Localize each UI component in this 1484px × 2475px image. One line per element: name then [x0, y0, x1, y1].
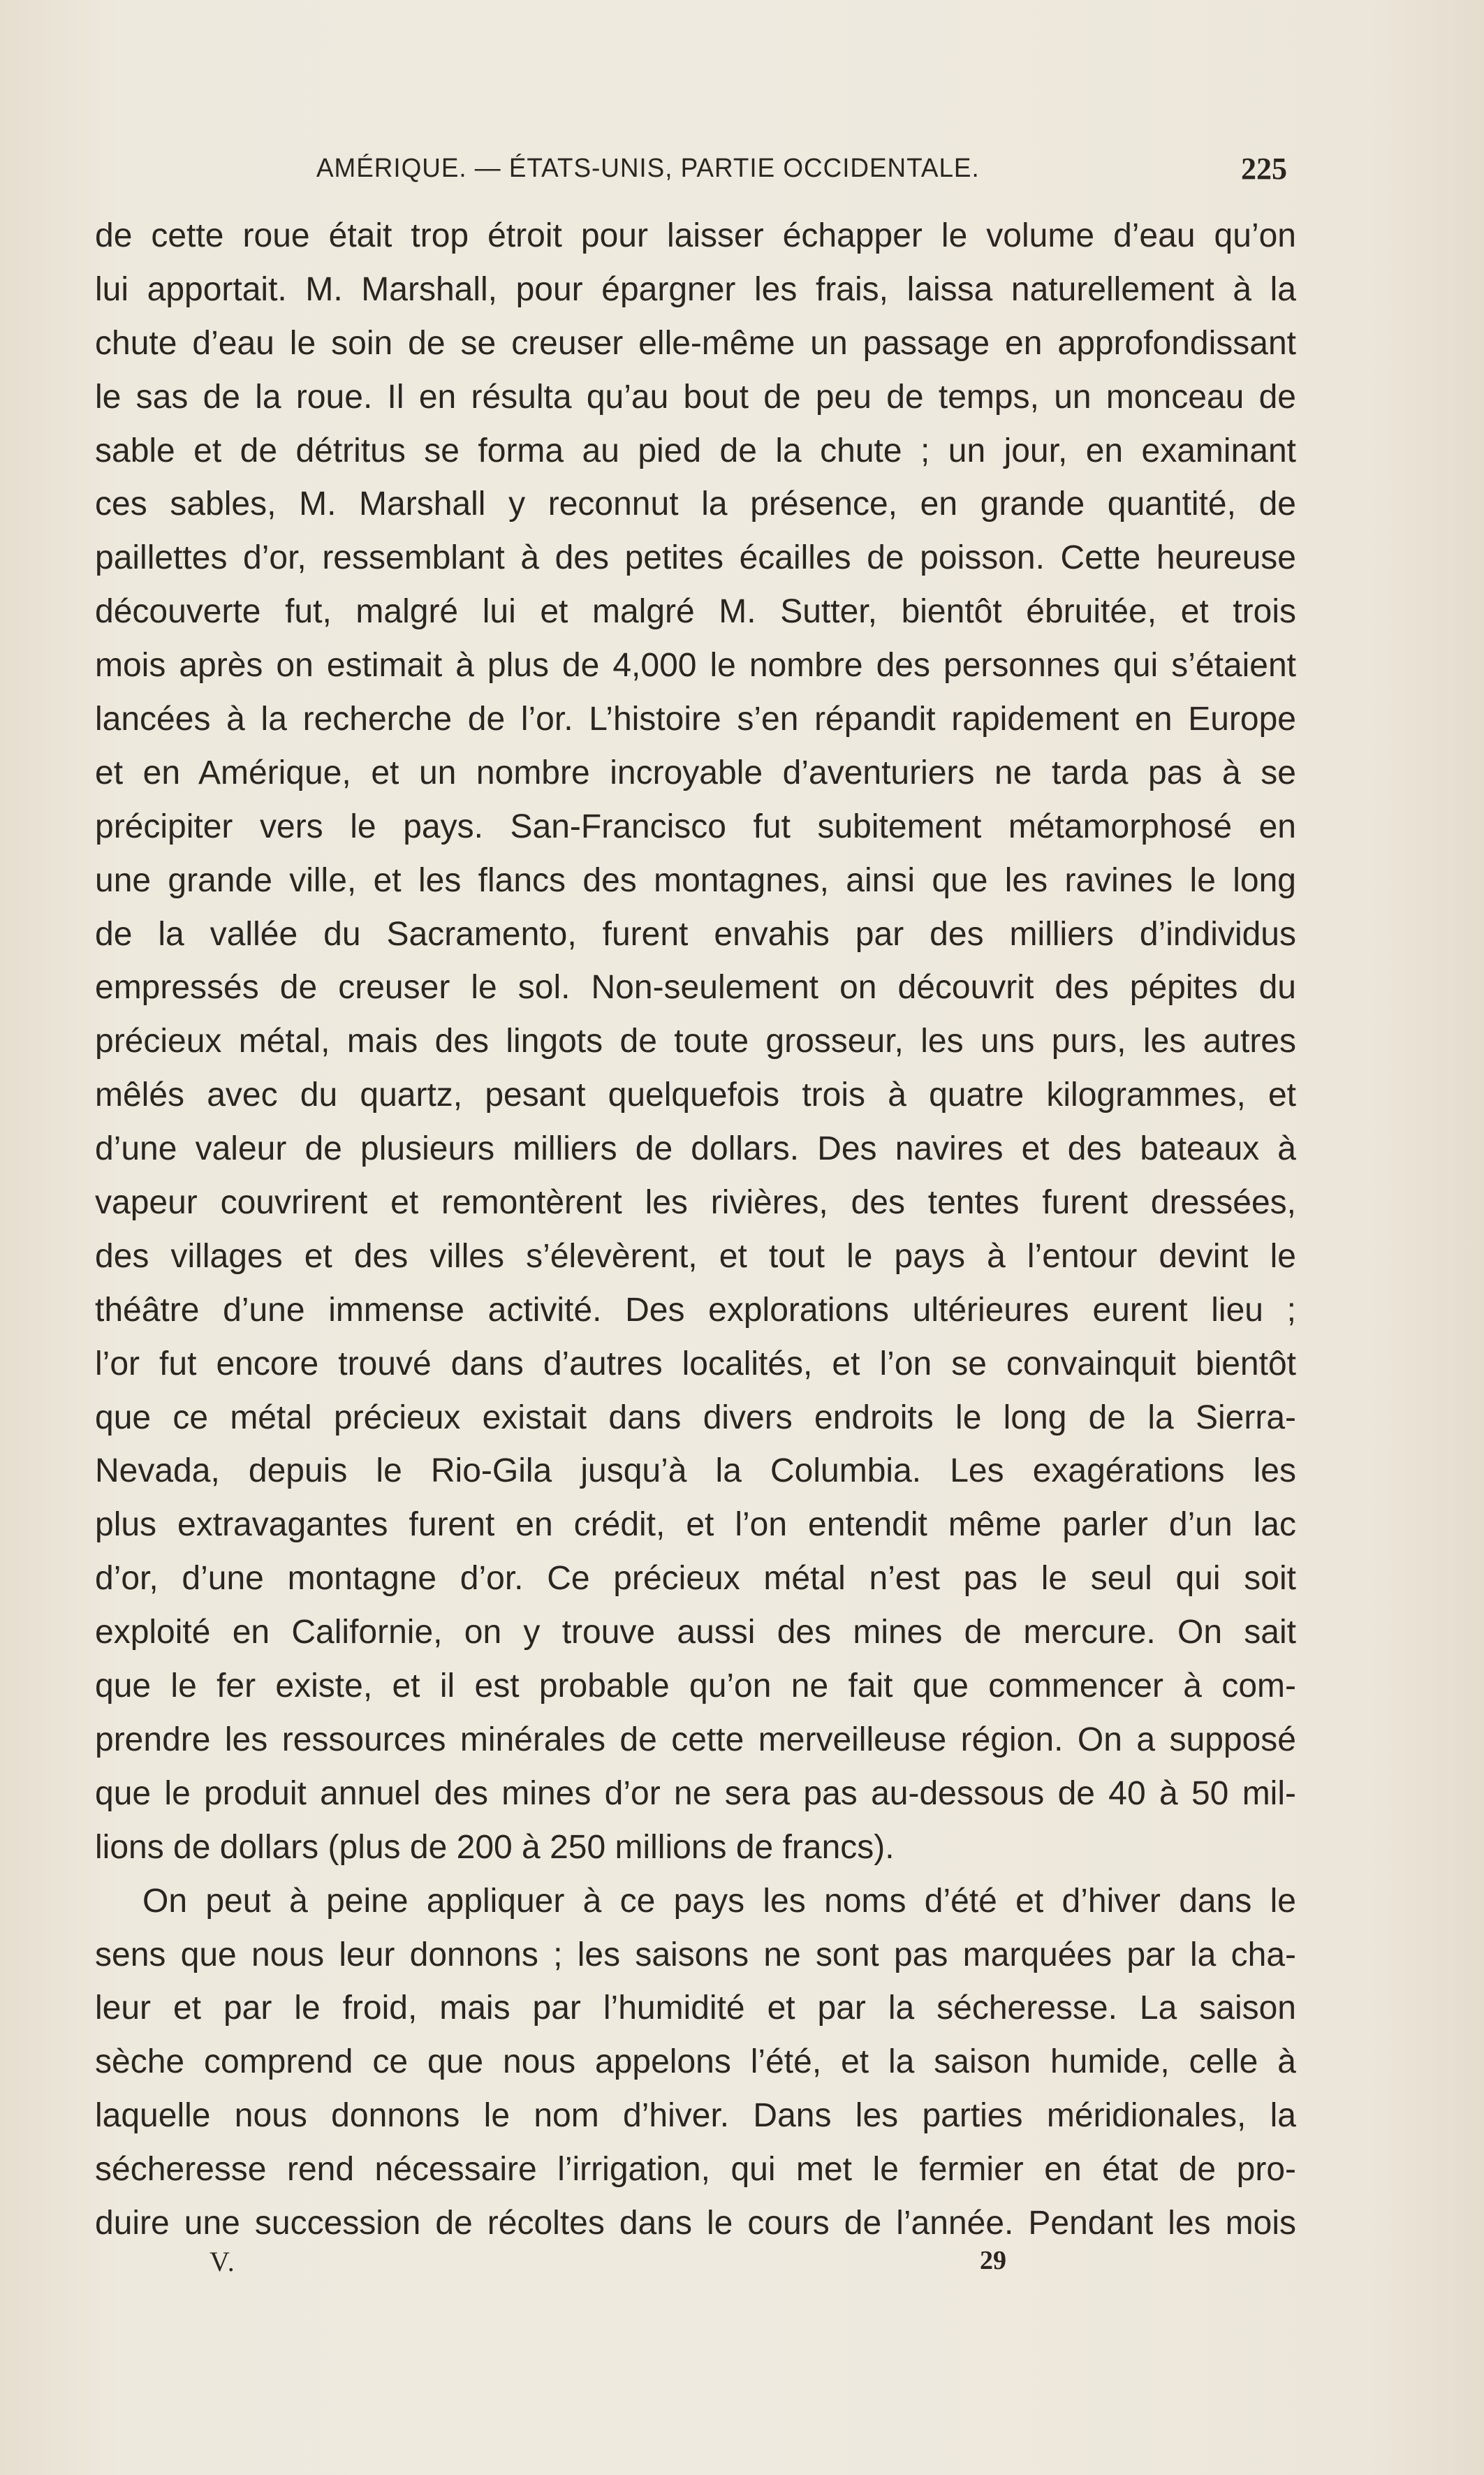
text-line: leur et par le froid, mais par l’humidité et par la sécheresse. La saison [95, 1990, 1296, 2027]
text-line: sèche comprend ce que nous appelons l’été, et la saison humide, celle à [95, 2043, 1296, 2081]
text-line: Nevada, depuis le Rio-Gila jusqu’à la Columbia. Les exagérations les [95, 1452, 1296, 1490]
body-text [95, 210, 1296, 2251]
page-number: 225 [1241, 152, 1287, 186]
text-line: sécheresse rend nécessaire l’irrigation, qui met le fermier en état de pro- [95, 2151, 1296, 2189]
text-line: duire une succession de récoltes dans le cours de l’année. Pendant les mois [95, 2204, 1296, 2242]
text-line: l’or fut encore trouvé dans d’autres localités, et l’on se convainquit bientôt [95, 1345, 1296, 1382]
text-line: mêlés avec du quartz, pesant quelquefois trois à quatre kilogrammes, et [95, 1076, 1296, 1114]
text-line: laquelle nous donnons le nom d’hiver. Dans les parties méridionales, la [95, 2097, 1296, 2135]
text-line: plus extravagantes furent en crédit, et l’on entendit même parler d’un lac [95, 1506, 1296, 1544]
signature-mark: V. [210, 2246, 236, 2277]
text-line: lancées à la recherche de l’or. L’histoire s’en répandit rapidement en Europe [95, 701, 1296, 738]
text-line: théâtre d’une immense activité. Des explorations ultérieures eurent lieu ; [95, 1291, 1296, 1329]
text-line: empressés de creuser le sol. Non-seulement on découvrit des pépites du [95, 969, 1296, 1007]
text-line: lions de dollars (plus de 200 à 250 millions de francs). [95, 1828, 895, 1866]
text-line: précipiter vers le pays. San-Francisco fut subitement métamorphosé en [95, 808, 1296, 845]
text-line: prendre les ressources minérales de cette merveilleuse région. On a supposé [95, 1721, 1296, 1758]
text-line: découverte fut, malgré lui et malgré M. Sutter, bientôt ébruitée, et trois [95, 593, 1296, 631]
page-footer [210, 2245, 1117, 2287]
page-header [316, 154, 1287, 196]
text-line: On peut à peine appliquer à ce pays les noms d’été et d’hiver dans le [142, 1882, 1296, 1920]
text-line: et en Amérique, et un nombre incroyable d’aventuriers ne tarda pas à se [95, 754, 1296, 791]
text-line: que le fer existe, et il est probable qu’on ne fait que commencer à com- [95, 1667, 1296, 1705]
text-line: chute d’eau le soin de se creuser elle-même un passage en approfondissant [95, 324, 1296, 362]
text-line: que le produit annuel des mines d’or ne sera pas au-dessous de 40 à 50 mil- [95, 1774, 1296, 1812]
text-line: sable et de détritus se forma au pied de la chute ; un jour, en examinant [95, 432, 1296, 469]
text-line: sens que nous leur donnons ; les saisons ne sont pas marquées par la cha- [95, 1936, 1296, 1973]
text-line: de la vallée du Sacramento, furent envahis par des milliers d’individus [95, 915, 1296, 953]
text-line: d’une valeur de plusieurs milliers de dollars. Des navires et des bateaux à [95, 1130, 1296, 1168]
text-line: paillettes d’or, ressemblant à des petites écailles de poisson. Cette heureuse [95, 539, 1296, 577]
text-line: précieux métal, mais des lingots de toute grosseur, les uns purs, les autres [95, 1023, 1296, 1060]
text-line: que ce métal précieux existait dans divers endroits le long de la Sierra- [95, 1399, 1296, 1436]
text-line: le sas de la roue. Il en résulta qu’au bout de peu de temps, un monceau de [95, 378, 1296, 416]
text-line: mois après on estimait à plus de 4,000 le nombre des personnes qui s’étaient [95, 647, 1296, 685]
text-line: une grande ville, et les flancs des montagnes, ainsi que les ravines le long [95, 861, 1296, 899]
text-line: d’or, d’une montagne d’or. Ce précieux métal n’est pas le seul qui soit [95, 1560, 1296, 1598]
text-line: de cette roue était trop étroit pour laisser échapper le volume d’eau qu’on [95, 217, 1296, 254]
text-line: vapeur couvrirent et remontèrent les rivières, des tentes furent dressées, [95, 1184, 1296, 1222]
text-line: lui apportait. M. Marshall, pour épargner les frais, laissa naturellement à la [95, 270, 1296, 308]
running-head: AMÉRIQUE. — ÉTATS-UNIS, PARTIE OCCIDENTALE. [316, 154, 980, 183]
text-line: ces sables, M. Marshall y reconnut la présence, en grande quantité, de [95, 485, 1296, 523]
text-line: des villages et des villes s’élevèrent, et tout le pays à l’entour devint le [95, 1237, 1296, 1275]
text-line: exploité en Californie, on y trouve aussi des mines de mercure. On sait [95, 1614, 1296, 1651]
sheet-number: 29 [980, 2246, 1006, 2275]
